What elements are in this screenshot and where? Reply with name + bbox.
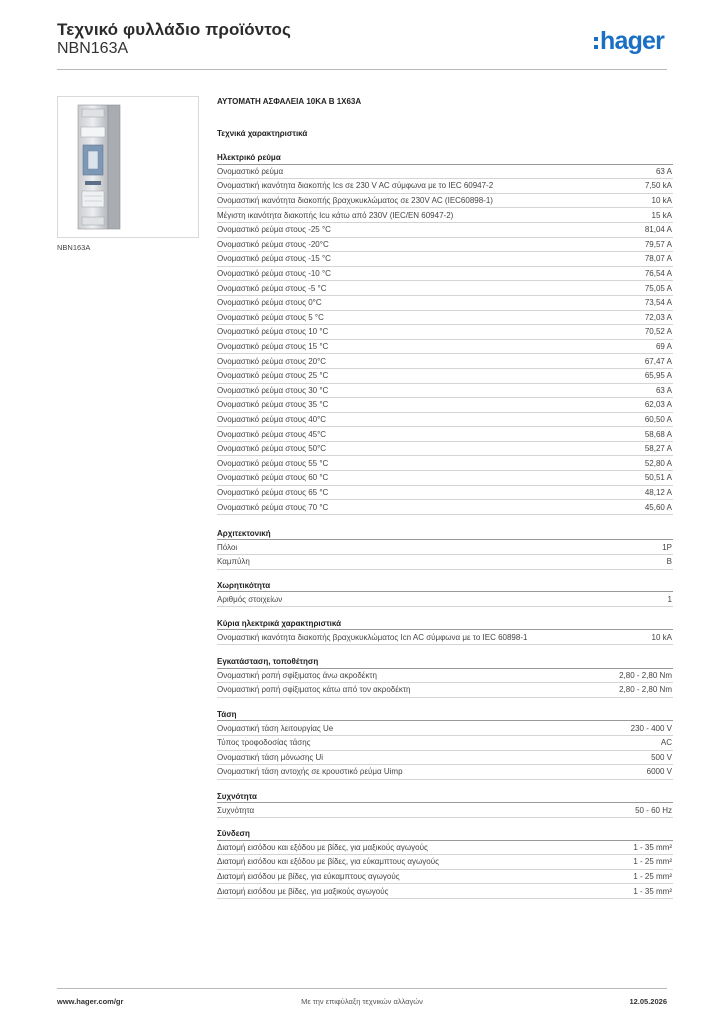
spec-value: 58,27 A (644, 444, 672, 454)
spec-sections (217, 150, 673, 899)
spec-row (217, 456, 673, 471)
spec-label: Μέγιστη ικανότητα διακοπής Icu κάτω από 230V (IEC/EN 60947-2) (217, 210, 454, 220)
spec-value: 10 kA (651, 196, 672, 206)
spec-row (217, 736, 673, 751)
spec-row (217, 855, 673, 870)
spec-section (217, 616, 673, 645)
spec-label: Διατομή εισόδου και εξόδου με βίδες, για μαξικούς αγωγούς (217, 842, 428, 852)
spec-value: 7,50 kA (644, 181, 672, 191)
spec-value: 67,47 A (644, 356, 672, 366)
spec-label: Ονομαστικό ρεύμα στους -5 °C (217, 283, 327, 293)
spec-row (217, 165, 673, 180)
spec-label: Ονομαστικό ρεύμα στους 70 °C (217, 502, 329, 512)
spec-value: 75,05 A (644, 283, 672, 293)
product-image (57, 96, 199, 238)
spec-row (217, 267, 673, 282)
spec-row (217, 179, 673, 194)
spec-value: 1 - 35 mm² (633, 886, 672, 896)
spec-row (217, 398, 673, 413)
spec-label: Τύπος τροφοδοσίας τάσης (217, 738, 311, 748)
spec-row (217, 413, 673, 428)
spec-label: Ονομαστική τάση αντοχής σε κρουστικό ρεύμα Uimp (217, 767, 403, 777)
spec-value: 48,12 A (644, 487, 672, 497)
logo-colon-icon (594, 37, 598, 49)
spec-value: 73,54 A (644, 298, 672, 308)
document-title: Τεχνικό φυλλάδιο προϊόντος (57, 20, 291, 39)
spec-value: 50,51 A (644, 473, 672, 483)
spec-label: Ονομαστικό ρεύμα στους 15 °C (217, 342, 329, 352)
spec-label: Διατομή εισόδου και εξόδου με βίδες, για εύκαμπτους αγωγούς (217, 857, 439, 867)
spec-label: Καμπύλη (217, 557, 250, 567)
spec-row (217, 870, 673, 885)
spec-row (217, 369, 673, 384)
spec-value: 2,80 - 2,80 Nm (619, 670, 672, 680)
spec-row (217, 841, 673, 856)
spec-label: Ονομαστικό ρεύμα στους -10 °C (217, 269, 331, 279)
spec-row (217, 296, 673, 311)
spec-row (217, 194, 673, 209)
spec-row (217, 803, 673, 818)
spec-value: 500 V (651, 752, 672, 762)
spec-value: 58,68 A (644, 429, 672, 439)
spec-row (217, 486, 673, 501)
spec-label: Ονομαστικό ρεύμα στους 0°C (217, 298, 322, 308)
spec-row (217, 540, 673, 555)
spec-content (217, 96, 673, 899)
spec-label: Ονομαστικό ρεύμα (217, 166, 284, 176)
footer-url[interactable]: www.hager.com/gr (57, 997, 124, 1006)
spec-row (217, 721, 673, 736)
spec-value: 76,54 A (644, 269, 672, 279)
spec-label: Ονομαστικό ρεύμα στους 50°C (217, 444, 327, 454)
spec-section (217, 707, 673, 780)
spec-row (217, 223, 673, 238)
footer-divider (57, 988, 667, 989)
spec-value: 1 (667, 594, 672, 604)
spec-label: Ονομαστικό ρεύμα στους -25 °C (217, 225, 331, 235)
spec-value: 1 - 35 mm² (633, 842, 672, 852)
spec-label: Ονομαστική ικανότητα διακοπής Ics σε 230 V AC σύμφωνα με το IEC 60947-2 (217, 181, 494, 191)
spec-label: Ονομαστικό ρεύμα στους 35 °C (217, 400, 329, 410)
spec-row (217, 765, 673, 780)
spec-label: Πόλοι (217, 542, 238, 552)
spec-value: 63 A (655, 385, 672, 395)
spec-value: 50 - 60 Hz (635, 805, 672, 815)
spec-label: Ονομαστική ροπή σφίξιματος άνω ακροδέκτη (217, 670, 377, 680)
circuit-breaker-illustration (58, 97, 198, 237)
spec-label: Ονομαστικό ρεύμα στους 5 °C (217, 312, 324, 322)
spec-row (217, 252, 673, 267)
spec-value: 60,50 A (644, 414, 672, 424)
spec-value: 230 - 400 V (630, 723, 672, 733)
logo-text: hager (600, 27, 665, 55)
spec-value: 79,57 A (644, 239, 672, 249)
section-heading: Συχνότητα (217, 789, 673, 804)
spec-value: 10 kA (651, 632, 672, 642)
spec-label: Αριθμός στοιχείων (217, 594, 283, 604)
spec-label: Ονομαστική τάση μόνωσης Ui (217, 752, 324, 762)
spec-label: Ονομαστική ροπή σφίξιματος κάτω από τον ακροδέκτη (217, 685, 411, 695)
tech-characteristics-title: Τεχνικά χαρακτηριστικά (217, 129, 308, 138)
spec-value: 15 kA (651, 210, 672, 220)
footer-date: 12.05.2026 (629, 997, 667, 1006)
spec-row (217, 442, 673, 457)
spec-value: 52,80 A (644, 458, 672, 468)
section-heading: Ηλεκτρικό ρεύμα (217, 150, 673, 165)
spec-label: Ονομαστική ικανότητα διακοπής βραχυκυκλώματος Icn AC σύμφωνα με το IEC 60898-1 (217, 632, 528, 642)
spec-value: 78,07 A (644, 254, 672, 264)
product-name: ΑΥΤΟΜΑΤΗ ΑΣΦΑΛΕΙΑ 10KA B 1X63A (217, 97, 362, 106)
spec-row (217, 238, 673, 253)
spec-row (217, 384, 673, 399)
header-divider (57, 69, 667, 70)
spec-label: Ονομαστικό ρεύμα στους -15 °C (217, 254, 331, 264)
spec-value: 65,95 A (644, 371, 672, 381)
spec-label: Ονομαστικό ρεύμα στους 25 °C (217, 371, 329, 381)
spec-row (217, 325, 673, 340)
spec-row (217, 630, 673, 645)
spec-value: 1 - 25 mm² (633, 857, 672, 867)
spec-label: Ονομαστικό ρεύμα στους 10 °C (217, 327, 329, 337)
section-heading: Εγκατάσταση, τοποθέτηση (217, 654, 673, 669)
spec-label: Συχνότητα (217, 805, 255, 815)
spec-row (217, 281, 673, 296)
spec-value: 2,80 - 2,80 Nm (619, 685, 672, 695)
hager-logo[interactable] (594, 26, 664, 56)
spec-section (217, 150, 673, 515)
spec-row (217, 683, 673, 698)
section-heading: Αρχιτεκτονική (217, 526, 673, 541)
spec-label: Ονομαστικό ρεύμα στους 60 °C (217, 473, 329, 483)
spec-value: 63 A (655, 166, 672, 176)
spec-row (217, 669, 673, 684)
product-code: NBN163A (57, 40, 129, 57)
spec-value: 70,52 A (644, 327, 672, 337)
spec-value: 81,04 A (644, 225, 672, 235)
spec-label: Ονομαστικό ρεύμα στους 55 °C (217, 458, 329, 468)
spec-value: 1P (662, 542, 672, 552)
spec-value: AC (660, 738, 672, 748)
spec-section (217, 654, 673, 698)
spec-value: 45,60 A (644, 502, 672, 512)
spec-section (217, 526, 673, 570)
spec-row (217, 208, 673, 223)
spec-value: 6000 V (646, 767, 672, 777)
section-heading: Τάση (217, 707, 673, 722)
section-heading: Κύρια ηλεκτρικά χαρακτηριστικά (217, 616, 673, 631)
spec-section (217, 578, 673, 607)
spec-value: 69 A (655, 342, 672, 352)
spec-row (217, 427, 673, 442)
spec-row (217, 884, 673, 899)
spec-label: Ονομαστικό ρεύμα στους -20°C (217, 239, 329, 249)
spec-row (217, 751, 673, 766)
spec-label: Ονομαστικό ρεύμα στους 40°C (217, 414, 327, 424)
spec-value: 1 - 25 mm² (633, 872, 672, 882)
spec-row (217, 500, 673, 515)
spec-label: Διατομή εισόδου με βίδες, για εύκαμπτους αγωγούς (217, 872, 400, 882)
section-heading: Σύνδεση (217, 826, 673, 841)
section-heading: Χωρητικότητα (217, 578, 673, 593)
spec-value: 72,03 A (644, 312, 672, 322)
spec-section (217, 826, 673, 899)
spec-row (217, 340, 673, 355)
spec-label: Ονομαστικό ρεύμα στους 45°C (217, 429, 327, 439)
spec-row (217, 555, 673, 570)
image-caption: NBN163A (57, 243, 91, 252)
spec-value: 62,03 A (644, 400, 672, 410)
spec-label: Ονομαστική τάση λειτουργίας Ue (217, 723, 334, 733)
spec-value: B (666, 557, 672, 567)
spec-row (217, 354, 673, 369)
spec-section (217, 789, 673, 818)
spec-row (217, 311, 673, 326)
spec-label: Ονομαστικό ρεύμα στους 30 °C (217, 385, 329, 395)
spec-row (217, 592, 673, 607)
spec-label: Ονομαστικό ρεύμα στους 20°C (217, 356, 327, 366)
spec-label: Ονομαστικό ρεύμα στους 65 °C (217, 487, 329, 497)
spec-label: Διατομή εισόδου με βίδες, για μαξικούς αγωγούς (217, 886, 389, 896)
spec-row (217, 471, 673, 486)
footer-note: Με την επιφύλαξη τεχνικών αλλαγών (301, 997, 423, 1006)
spec-label: Ονομαστική ικανότητα διακοπής βραχυκυκλώματος σε 230V AC (IEC60898-1) (217, 196, 493, 206)
